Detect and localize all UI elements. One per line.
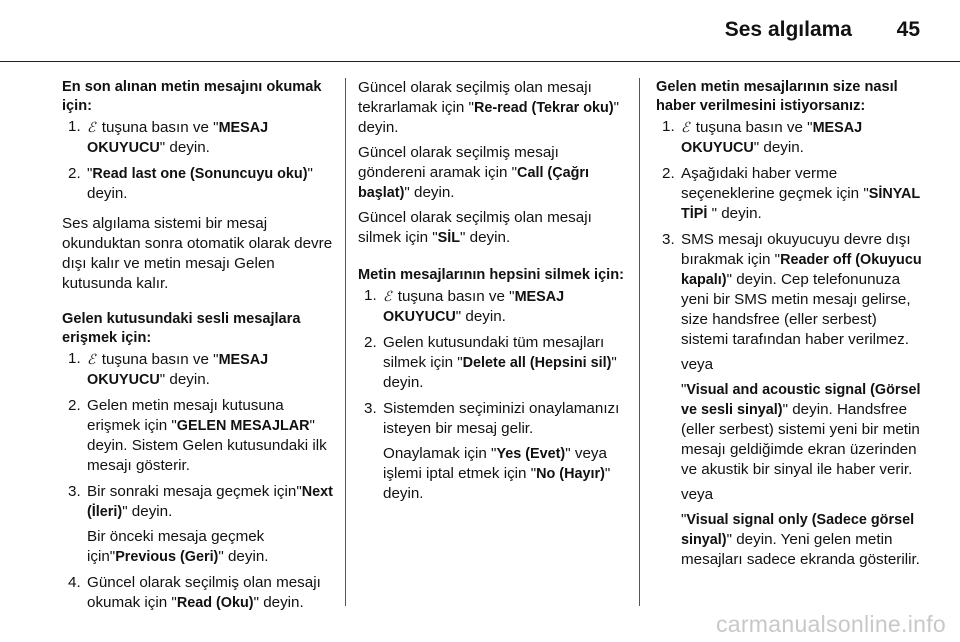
text: Bir önceki mesaja geçmek için" [87, 528, 265, 565]
text: " deyin. [159, 139, 210, 156]
command: MESAJ OKUYUCU [87, 120, 269, 156]
paragraph [358, 208, 626, 248]
command: MESAJ OKUYUCU [383, 289, 565, 325]
command: Call (Çağrı başlat) [358, 165, 590, 201]
section-heading: Gelen kutusundaki sesli mesajlara erişmek için: [62, 311, 301, 346]
text: Gelen metin mesajı kutusuna erişmek için " [87, 397, 284, 434]
command: Visual signal only (Sadece görsel sinyal) [681, 512, 915, 548]
text: " deyin. [358, 99, 620, 136]
list-item: 1. ℰ tuşuna basın ve "MESAJ OKUYUCU" deyin. [662, 118, 863, 156]
text: " veya işlemi iptal etmek için " [383, 445, 607, 482]
column-3 [656, 78, 924, 580]
column-divider [639, 78, 640, 606]
page-title: Ses algılama [724, 18, 852, 41]
command: Reader off (Okuyucu kapalı) [681, 252, 922, 288]
text: " deyin. [707, 205, 762, 222]
command: SİNYAL TİPİ [681, 186, 920, 222]
text: " deyin. [87, 165, 313, 202]
sub-paragraph [681, 380, 924, 480]
section-heading: Gelen metin mesajlarının size nasıl haber verilmesini istiyorsanız: [656, 79, 898, 114]
text: Güncel olarak seçilmiş mesajı göndereni aramak için " [358, 144, 559, 181]
command: Read last one (Sonuncuyu oku) [92, 166, 308, 182]
text: Gelen kutusundaki tüm mesajları silmek için " [383, 334, 605, 371]
text: " deyin. [383, 354, 617, 391]
text: tuşuna basın ve " [695, 119, 813, 136]
sub-paragraph [681, 510, 924, 570]
page-header [0, 0, 960, 62]
text: " deyin. [383, 465, 611, 502]
text: " deyin. [753, 139, 804, 156]
text: tuşuna basın ve " [101, 119, 219, 136]
paragraph [358, 143, 626, 203]
text: " deyin. [122, 503, 173, 520]
text: Onaylamak için " [383, 445, 497, 462]
watermark: carmanualsonline.info [715, 611, 946, 637]
list-item: 1. ℰ tuşuna basın ve "MESAJ OKUYUCU" deyin. [68, 350, 269, 388]
column-1 [62, 78, 334, 623]
command: Yes (Evet) [496, 446, 566, 462]
list-item: 3. Sistemden seçiminizi onaylamanızı isteyen bir mesaj gelir. Onaylamak için "Yes (Evet)" veya işlemi iptal etmek için "No (Hayır)" deyin. [358, 399, 626, 504]
column-divider [345, 78, 346, 606]
list-item: 3. Bir sonraki mesaja geçmek için"Next (İleri)" deyin. Bir önceki mesaja geçmek için"Previous (Geri)" deyin. [68, 483, 333, 565]
text: " deyin. Yeni gelen metin mesajları sadece ekranda gösterilir. [681, 531, 920, 568]
text: " deyin. Sistem Gelen kutusundaki ilk mesajı gösterir. [87, 417, 327, 474]
voice-control-icon: ℰ [87, 351, 96, 367]
sub-paragraph: veya [681, 356, 714, 373]
list-item: 1. ℰ tuşuna basın ve "MESAJ OKUYUCU" deyin. [68, 118, 269, 156]
text: Sistemden seçiminizi onaylamanızı isteyen bir mesaj gelir. [383, 400, 620, 437]
list-item: 2. Gelen kutusundaki tüm mesajları silmek için "Delete all (Hepsini sil)" deyin. [364, 334, 617, 391]
section-heading: Metin mesajlarının hepsini silmek için: [358, 267, 625, 283]
text: Güncel olarak seçilmiş olan mesajı silmek için " [358, 209, 592, 246]
text: Bir sonraki mesaja geçmek için" [87, 483, 302, 500]
command: Re-read (Tekrar oku) [473, 100, 614, 116]
list-item: 4. Güncel olarak seçilmiş olan mesajı okumak için "Read (Oku)" deyin. [68, 574, 321, 611]
steps-list [62, 117, 334, 204]
text: " deyin. [460, 229, 511, 246]
page-number: 45 [896, 18, 920, 41]
command: Previous (Geri) [115, 549, 219, 565]
sub-paragraph: veya [681, 486, 714, 503]
text: " [87, 165, 93, 182]
list-item: 2. "Read last one (Sonuncuyu oku)" deyin. [68, 165, 313, 202]
text: " deyin. [455, 308, 506, 325]
section-heading: En son alınan metin mesajını okumak için: [62, 79, 322, 114]
text: tuşuna basın ve " [397, 288, 515, 305]
command: MESAJ OKUYUCU [87, 352, 269, 388]
text: " deyin. [159, 371, 210, 388]
command: No (Hayır) [536, 466, 605, 482]
text: Güncel olarak seçilmiş olan mesajı tekrarlamak için " [358, 79, 592, 116]
list-item: 3. SMS mesajı okuyucuyu devre dışı bırakmak için "Reader off (Okuyucu kapalı)" deyin. Cep telefonunuza yeni bir SMS metin mesajı gelirse, size handsfree (eller serbest) sistemi tarafından haber verilmez. veya "Visual and acoustic signal (Görsel ve sesli sinyal)" deyin. Handsfree (eller serbest) sistemi yeni bir metin mesajı geldiğimde ekran üzerinden ve akustik bir sinyal ile haber verir. veya "Visual signal only (Sadece görsel sinyal)" deyin. Yeni gelen metin mesajları sadece ekranda gösterilir. [656, 230, 924, 570]
command: GELEN MESAJLAR [176, 418, 310, 434]
paragraph [358, 78, 626, 138]
steps-list [62, 349, 334, 613]
steps-list [656, 117, 924, 570]
text: SMS mesajı okuyucuyu devre dışı bırakmak için " [681, 231, 911, 268]
column-2 [358, 78, 626, 514]
text: " deyin. Handsfree (eller serbest) sistemi yeni bir metin mesajı geldiğimde ekran üzerinden ve akustik bir sinyal ile haber verir. [681, 401, 920, 478]
command: Read (Oku) [176, 595, 254, 611]
command: Delete all (Hepsini sil) [462, 355, 612, 371]
text: " [681, 511, 687, 528]
voice-control-icon: ℰ [681, 119, 690, 135]
text: " [681, 381, 687, 398]
text: " deyin. [253, 594, 304, 611]
sub-paragraph [383, 444, 626, 504]
text: " deyin. [404, 184, 455, 201]
sub-paragraph [87, 527, 334, 567]
command: SİL [437, 230, 461, 246]
voice-control-icon: ℰ [383, 288, 392, 304]
list-item: 2. Aşağıdaki haber verme seçeneklerine geçmek için "SİNYAL TİPİ " deyin. [662, 165, 920, 222]
text: Aşağıdaki haber verme seçeneklerine geçmek için " [681, 165, 869, 202]
command: MESAJ OKUYUCU [681, 120, 863, 156]
text: " deyin. [218, 548, 269, 565]
command: Visual and acoustic signal (Görsel ve sesli sinyal) [681, 382, 921, 418]
command: Next (İleri) [87, 484, 333, 520]
voice-control-icon: ℰ [87, 119, 96, 135]
steps-list [358, 286, 626, 504]
list-item: 2. Gelen metin mesajı kutusuna erişmek için "GELEN MESAJLAR" deyin. Sistem Gelen kutusundaki ilk mesajı gösterir. [68, 397, 327, 474]
text: Güncel olarak seçilmiş olan mesajı okumak için " [87, 574, 321, 611]
list-item: 1. ℰ tuşuna basın ve "MESAJ OKUYUCU" deyin. [364, 287, 565, 325]
paragraph: Ses algılama sistemi bir mesaj okunduktan sonra otomatik olarak devre dışı kalır ve metin mesajı Gelen kutusunda kalır. [62, 215, 333, 292]
text: " deyin. Cep telefonunuza yeni bir SMS metin mesajı gelirse, size handsfree (eller serbest) sistemi tarafından haber verilmez. [681, 271, 911, 348]
text: tuşuna basın ve " [101, 351, 219, 368]
